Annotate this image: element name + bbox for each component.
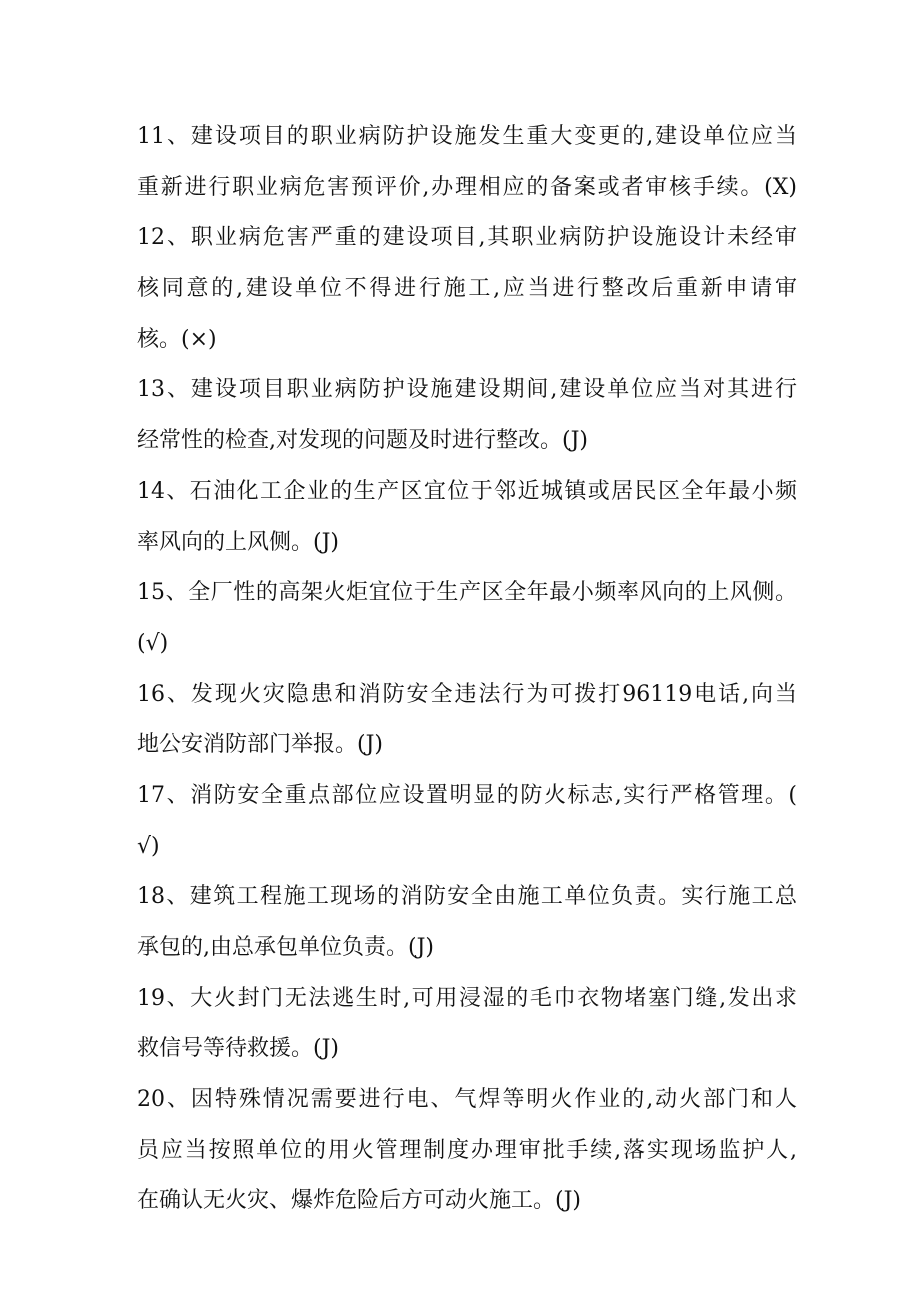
q16-line-2: 地公安消防部门举报。(J) [137, 732, 383, 758]
q15-line-1: 15、全厂性的高架火炬宜位于生产区全年最小频率风向的上风侧。 [137, 580, 797, 606]
q14-line-1: 14、石油化工企业的生产区宜位于邻近城镇或居民区全年最小频 [137, 478, 797, 504]
q14-line-2: 率风向的上风侧。(J) [137, 529, 339, 555]
q11-line-2: 重新进行职业病危害预评价,办理相应的备案或者审核手续。(X) [137, 174, 797, 200]
q19-line-2: 救信号等待救援。(J) [137, 1036, 339, 1062]
q20-line-1: 20、因特殊情况需要进行电、气焊等明火作业的,动火部门和人 [137, 1087, 797, 1113]
q11-line-1: 11、建设项目的职业病防护设施发生重大变更的,建设单位应当 [137, 124, 797, 149]
q18-line-1: 18、建筑工程施工现场的消防安全由施工单位负责。实行施工总 [137, 884, 797, 910]
q16-line-1: 16、发现火灾隐患和消防安全违法行为可拨打96119电话,向当 [137, 681, 797, 707]
question-list [137, 112, 797, 1227]
q18-line-2: 承包的,由总承包单位负责。(J) [137, 935, 434, 960]
q17-line-2: √) [137, 833, 160, 859]
q19-line-1: 19、大火封门无法逃生时,可用浸湿的毛巾衣物堵塞门缝,发出求 [137, 985, 797, 1011]
q12-line-1: 12、职业病危害严重的建设项目,其职业病防护设施设计未经审 [137, 225, 797, 251]
q12-line-3: 核。(×) [137, 326, 217, 352]
q20-line-2: 员应当按照单位的用火管理制度办理审批手续,落实现场监护人, [137, 1137, 797, 1163]
q20-line-3: 在确认无火灾、爆炸危险后方可动火施工。(J) [137, 1188, 581, 1214]
q15-line-2: (√) [137, 630, 169, 656]
q13-line-1: 13、建设项目职业病防护设施建设期间,建设单位应当对其进行 [137, 377, 797, 403]
q12-line-2: 核同意的,建设单位不得进行施工,应当进行整改后重新申请审 [137, 276, 797, 302]
q13-line-2: 经常性的检查,对发现的问题及时进行整改。(J) [137, 428, 588, 454]
q17-line-1: 17、消防安全重点部位应设置明显的防火标志,实行严格管理。( [137, 782, 797, 808]
